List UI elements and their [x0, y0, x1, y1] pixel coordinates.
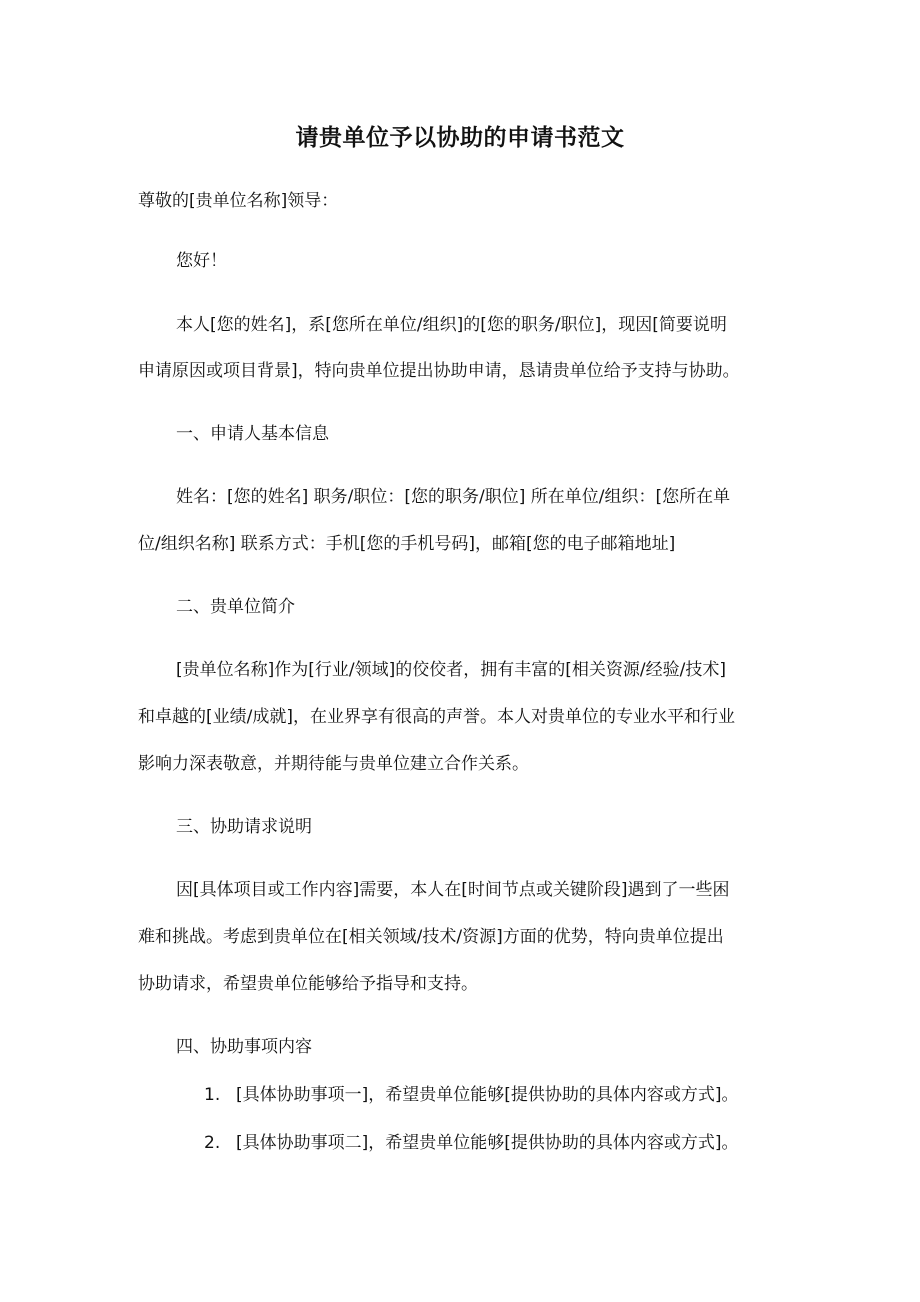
list-item-number: 1.: [204, 1085, 221, 1105]
document-title: 请贵单位予以协助的申请书范文: [295, 125, 625, 151]
section3-line-1: 因[具体项目或工作内容]需要，本人在[时间节点或关键阶段]遇到了一些困: [176, 880, 730, 900]
section1-line-2: 位/组织名称] 联系方式：手机[您的手机号码]，邮箱[您的电子邮箱地址]: [138, 534, 676, 554]
section2-line-2: 和卓越的[业绩/成就]，在业界享有很高的声誉。本人对贵单位的专业水平和行业: [138, 707, 735, 727]
section2-line-3: 影响力深表敬意，并期待能与贵单位建立合作关系。: [138, 754, 529, 774]
intro-line-1: 本人[您的姓名]，系[您所在单位/组织]的[您的职务/职位]，现因[简要说明: [176, 315, 727, 335]
section4-heading: 四、协助事项内容: [176, 1037, 312, 1057]
section1-heading: 一、申请人基本信息: [176, 424, 329, 444]
intro-line-2: 申请原因或项目背景]，特向贵单位提出协助申请，恳请贵单位给予支持与协助。: [138, 361, 740, 381]
section2-line-1: [贵单位名称]作为[行业/领域]的佼佼者，拥有丰富的[相关资源/经验/技术]: [176, 660, 726, 680]
list-item: [具体协助事项一]，希望贵单位能够[提供协助的具体内容或方式]。: [236, 1085, 739, 1105]
salutation: 尊敬的[贵单位名称]领导：: [138, 191, 339, 211]
greeting: 您好！: [176, 251, 227, 271]
list-item: [具体协助事项二]，希望贵单位能够[提供协助的具体内容或方式]。: [236, 1133, 739, 1153]
section3-line-2: 难和挑战。考虑到贵单位在[相关领域/技术/资源]方面的优势，特向贵单位提出: [138, 927, 724, 947]
section1-line-1: 姓名：[您的姓名] 职务/职位：[您的职务/职位] 所在单位/组织：[您所在单: [176, 487, 731, 507]
section3-line-3: 协助请求，希望贵单位能够给予指导和支持。: [138, 974, 478, 994]
section3-heading: 三、协助请求说明: [176, 817, 312, 837]
section2-heading: 二、贵单位简介: [176, 597, 295, 617]
list-item-number: 2.: [204, 1133, 221, 1153]
